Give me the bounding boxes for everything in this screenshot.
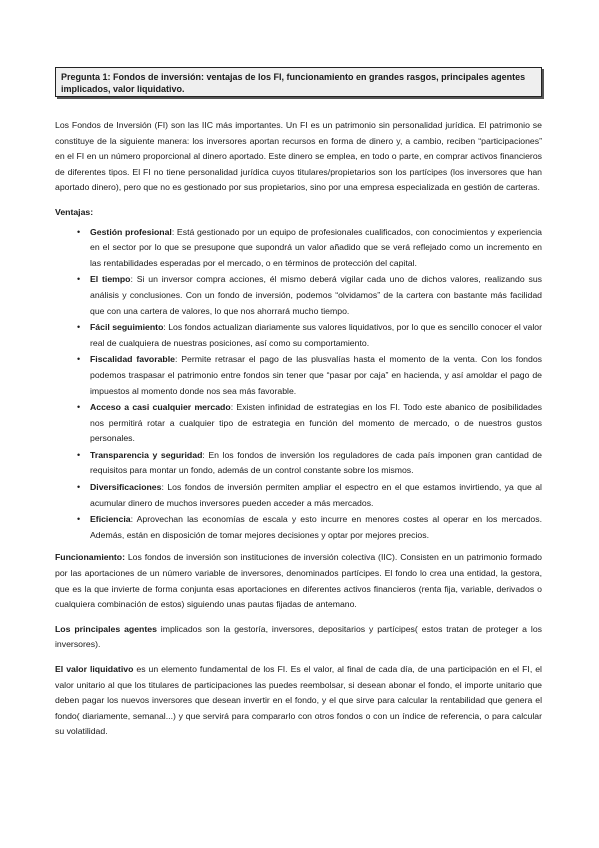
bullet-icon: •: [77, 322, 81, 333]
item-text: : Los fondos de inversión permiten ampliar el espectro en el que estamos invirtiendo, ya que al acumular dinero de muchos inversores pueden acceder a más mercados.: [90, 482, 542, 508]
list-item: [55, 272, 542, 319]
valor-label: El valor liquidativo: [55, 664, 134, 674]
bullet-icon: •: [77, 274, 81, 285]
bullet-icon: •: [77, 449, 81, 460]
agentes-paragraph: [55, 622, 542, 653]
funcionamiento-text: Los fondos de inversión son instituciones de inversión colectiva (IIC). Consisten en un patrimonio formado por las aportaciones de un número variable de inversores, denominados partícipes. El fondo lo crea una entidad, la gestora, que es la que invierte de forma conjunta esas aportaciones en diferentes activos financieros (renta fija, variable, derivados o cualquiera combinación de estos) siguiendo unas pautas fijadas de antemano.: [55, 552, 542, 610]
valor-text: es un elemento fundamental de los FI. Es el valor, al final de cada día, de una participación en el FI, el valor unitario al que los titulares de participaciones las puedes reembolsar, si desean abonar el fondo, el importe unitario que deben pagar los nuevos inversores que desean invertir en el fondo, y el que sirve para calcular la rentabilidad que genera el fondo( diariamente, semanal...) y que servirá para compararlo con otros fondos o con un índice de referencia, o para calcular su volatilidad.: [55, 664, 542, 737]
item-label: Acceso a casi cualquier mercado: [90, 402, 231, 413]
intro-paragraph: Los Fondos de Inversión (FI) son las IIC más importantes. Un FI es un patrimonio sin personalidad jurídica. El patrimonio se constituye de la siguiente manera: los inversores aportan recursos en forma de dinero y, a cambio, reciben “participaciones” en el FI en un número proporcional al dinero aportado. Este dinero se emplea, en todo o parte, en comprar activos financieros de diferentes tipos. El FI no tiene personalidad jurídica cuyos titulares/propietarios son los partícipes (los inversores que han aportado dinero), pero que no es gestionado por sus propietarios, sino por una empresa especializada en gestión de carteras.: [55, 120, 542, 193]
item-label: Diversificaciones: [90, 482, 162, 493]
agentes-label: Los principales agentes: [55, 623, 157, 634]
ventajas-heading: Ventajas:: [55, 206, 94, 217]
list-item: [55, 512, 542, 543]
ventajas-list: [55, 225, 542, 544]
bullet-icon: •: [77, 514, 81, 525]
bullet-icon: •: [77, 226, 81, 237]
item-text: : Los fondos actualizan diariamente sus valores liquidativos, por lo que es sencillo conocer el valor real de cualquiera de nuestras posiciones, así como su comportamiento.: [90, 322, 542, 348]
item-label: Fiscalidad favorable: [90, 354, 175, 365]
question-box: [55, 67, 542, 97]
list-item: [55, 400, 542, 447]
document-body: [55, 118, 542, 740]
agentes-text: implicados son la gestoría, inversores, depositarios y partícipes( estos tratan de proteger a los inversores).: [55, 623, 542, 650]
list-item: [55, 480, 542, 511]
item-text: : Existen infinidad de estrategias en los FI. Todo este abanico de posibilidades nos permitirá rotar a cualquier tipo de estrategia en función del momento de mercado, o de nuestros gustos personales.: [90, 402, 543, 444]
item-label: Transparencia y seguridad: [90, 449, 203, 460]
question-title: Pregunta 1: Fondos de inversión: ventajas de los FI, funcionamiento en grandes rasgos, principales agentes implicados, valor liquidativo.: [61, 72, 526, 94]
list-item: [55, 225, 542, 272]
funcionamiento-label: Funcionamiento:: [55, 552, 125, 563]
item-text: : Está gestionado por un equipo de profesionales cualificados, con conocimientos y experiencia en el sector por lo que se presupone que supondrá un valor añadido que se verá reflejado como un incremento en las rentabilidades esperadas por el mercado, o en términos de protección del capital.: [90, 226, 542, 268]
item-text: : Si un inversor compra acciones, él mismo deberá vigilar cada uno de dichos valores, realizando sus análisis y conclusiones. Con un fondo de inversión, podemos “olvidamos” de la cartera con bastante más facilidad que con una cartera de valores, lo que nos ahorrará mucho tiempo.: [90, 274, 542, 316]
item-label: Eficiencia: [90, 514, 131, 525]
item-text: : Aprovechan las economías de escala y esto incurre en menores costes al operar en los mercados. Además, están en disposición de tomar mejores decisiones y optar por mejores precios.: [90, 514, 542, 540]
funcionamiento-paragraph: [55, 550, 542, 612]
valor-paragraph: [55, 662, 542, 740]
bullet-icon: •: [77, 354, 81, 365]
bullet-icon: •: [77, 482, 81, 493]
item-label: Fácil seguimiento: [90, 322, 164, 333]
item-label: Gestión profesional: [90, 226, 172, 237]
item-text: : En los fondos de inversión los reguladores de cada país imponen gran cantidad de requisitos para montar un fondo, además de un control constante sobre los mismos.: [90, 449, 542, 476]
bullet-icon: •: [77, 402, 81, 413]
list-item: [55, 448, 542, 479]
list-item: [55, 352, 542, 399]
item-label: El tiempo: [90, 274, 131, 285]
list-item: [55, 320, 542, 351]
item-text: : Permite retrasar el pago de las plusvalías hasta el momento de la venta. Con los fondos podemos traspasar el patrimonio entre fondos sin tener que “pasar por caja” en hacienda, y así amoldar el pago de impuestos al momento donde nos sea más favorable.: [90, 354, 543, 396]
